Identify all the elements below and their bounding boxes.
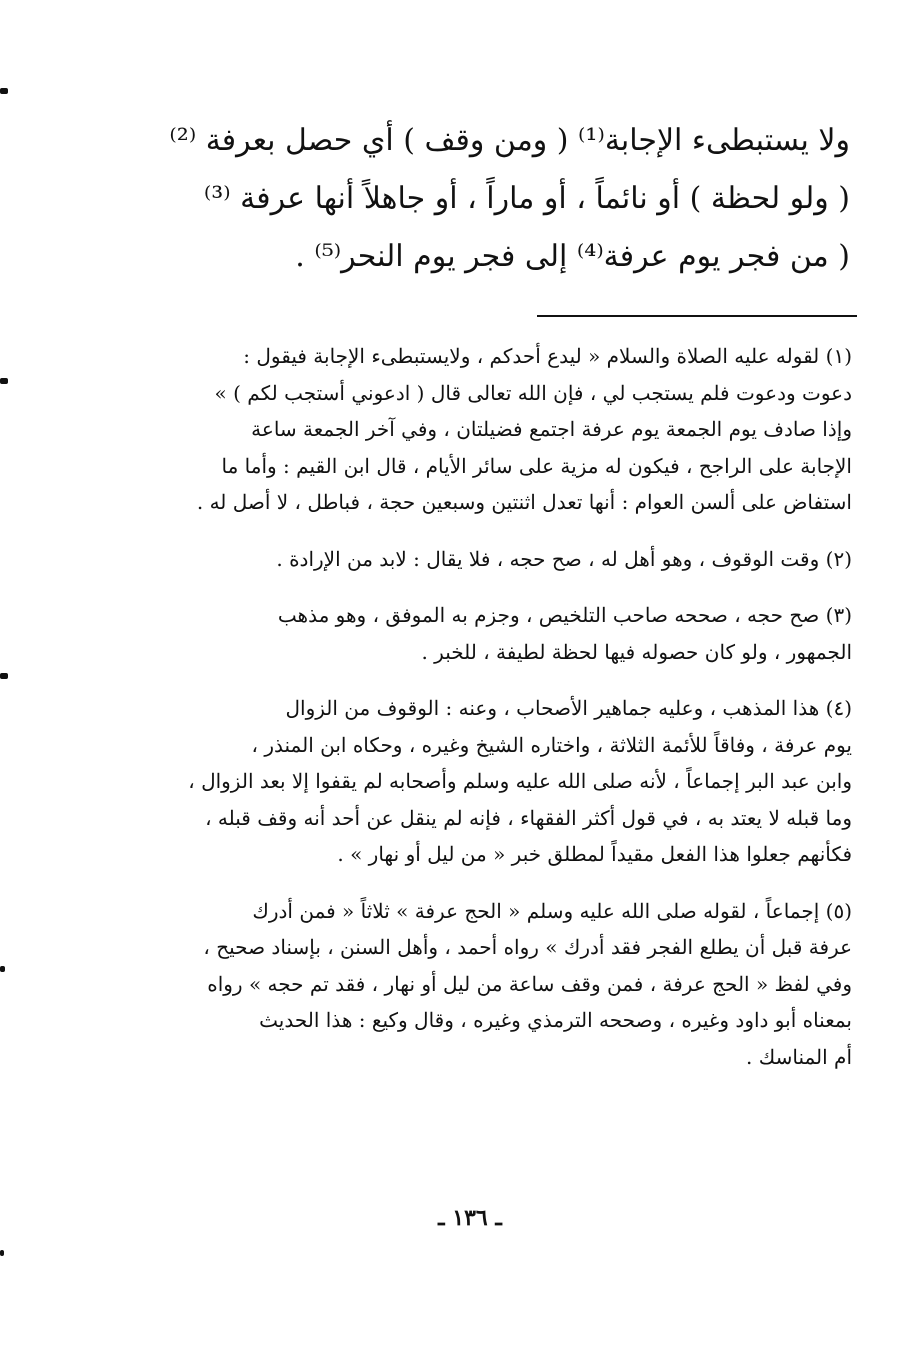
main-text-line: ولا يستبطىء الإجابة⁽¹⁾ ( ومن وقف ) أي حصل بعرفة ⁽²⁾: [169, 123, 850, 158]
footnote-line: عرفة قبل أن يطلع الفجر فقد أدرك » رواه أحمد ، وأهل السنن ، بإسناد صحيح ،: [203, 935, 852, 959]
footnote-line: فكأنهم جعلوا هذا الفعل مقيداً لمطلق خبر « من ليل أو نهار » .: [337, 842, 852, 866]
footnote-line: بمعناه أبو داود وغيره ، وصححه الترمذي وغيره ، وقال وكيع : هذا الحديث: [259, 1008, 852, 1032]
footnote-line: الجمهور ، ولو كان حصوله فيها لحظة لطيفة ، للخبر .: [421, 639, 852, 664]
footnote-1: [122, 338, 852, 521]
footnote-line: أم المناسك .: [746, 1044, 852, 1069]
footnote-line: (٣) صح حجه ، صححه صاحب التلخيص ، وجزم به الموفق ، وهو مذهب: [277, 603, 852, 627]
edge-mark: [0, 88, 8, 94]
edge-mark: [0, 378, 8, 384]
footnote-line: (٥) إجماعاً ، لقوله صلى الله عليه وسلم « الحج عرفة » ثلاثاً « فمن أدرك: [252, 898, 852, 923]
footnote-line: الإجابة على الراجح ، فيكون له مزية على سائر الأيام ، قال ابن القيم : وأما ما: [221, 453, 852, 478]
footnote-line: وما قبله لا يعتد به ، في قول أكثر الفقهاء ، فإنه لم ينقل عن أحد أنه وقف قبله ،: [205, 805, 852, 830]
edge-mark: [0, 1250, 4, 1256]
page-number: ـ ١٣٦ ـ: [438, 1205, 502, 1231]
footnote-4: [122, 690, 852, 873]
footnote-line: وفي لفظ « الحج عرفة ، فمن وقف ساعة من ليل أو نهار ، فقد تم حجه » رواه: [207, 971, 852, 996]
footnote-2: [122, 541, 852, 578]
footnote-line: (١) لقوله عليه الصلاة والسلام « ليدع أحدكم ، ولايستبطىء الإجابة فيقول :: [243, 344, 852, 368]
main-text-line: ( من فجر يوم عرفة⁽⁴⁾ إلى فجر يوم النحر⁽⁵⁾ .: [295, 239, 850, 274]
footnote-line: استفاض على ألسن العوام : أنها تعدل اثنتين وسبعين حجة ، فباطل ، لا أصل له .: [196, 490, 852, 514]
footnote-line: (٤) هذا المذهب ، وعليه جماهير الأصحاب ، وعنه : الوقوف من الزوال: [285, 696, 852, 720]
footnote-line: وإذا صادف يوم الجمعة يوم عرفة اجتمع فضيلتان ، وفي آخر الجمعة ساعة: [251, 417, 852, 441]
edge-mark: [0, 673, 8, 679]
footnotes: [122, 338, 852, 1095]
main-text-line: ( ولو لحظة ) أو نائماً ، أو ماراً ، أو جاهلاً أنها عرفة ⁽³⁾: [203, 181, 850, 216]
footnote-3: [122, 597, 852, 670]
footnote-line: دعوت ودعوت فلم يستجب لي ، فإن الله تعالى قال ( ادعوني أستجب لكم ) »: [214, 380, 852, 405]
main-text: [130, 112, 850, 286]
footnote-5: [122, 893, 852, 1076]
footnote-line: يوم عرفة ، وفاقاً للأئمة الثلاثة ، واختاره الشيخ وغيره ، وحكاه ابن المنذر ،: [251, 732, 852, 757]
footnote-line: (٢) وقت الوقوف ، وهو أهل له ، صح حجه ، فلا يقال : لابد من الإرادة .: [276, 546, 852, 571]
edge-mark: [0, 966, 5, 972]
footnote-line: وابن عبد البر إجماعاً ، لأنه صلى الله عليه وسلم وأصحابه لم يقفوا إلا بعد الزوال ،: [188, 769, 852, 793]
footnote-separator: [537, 315, 857, 317]
